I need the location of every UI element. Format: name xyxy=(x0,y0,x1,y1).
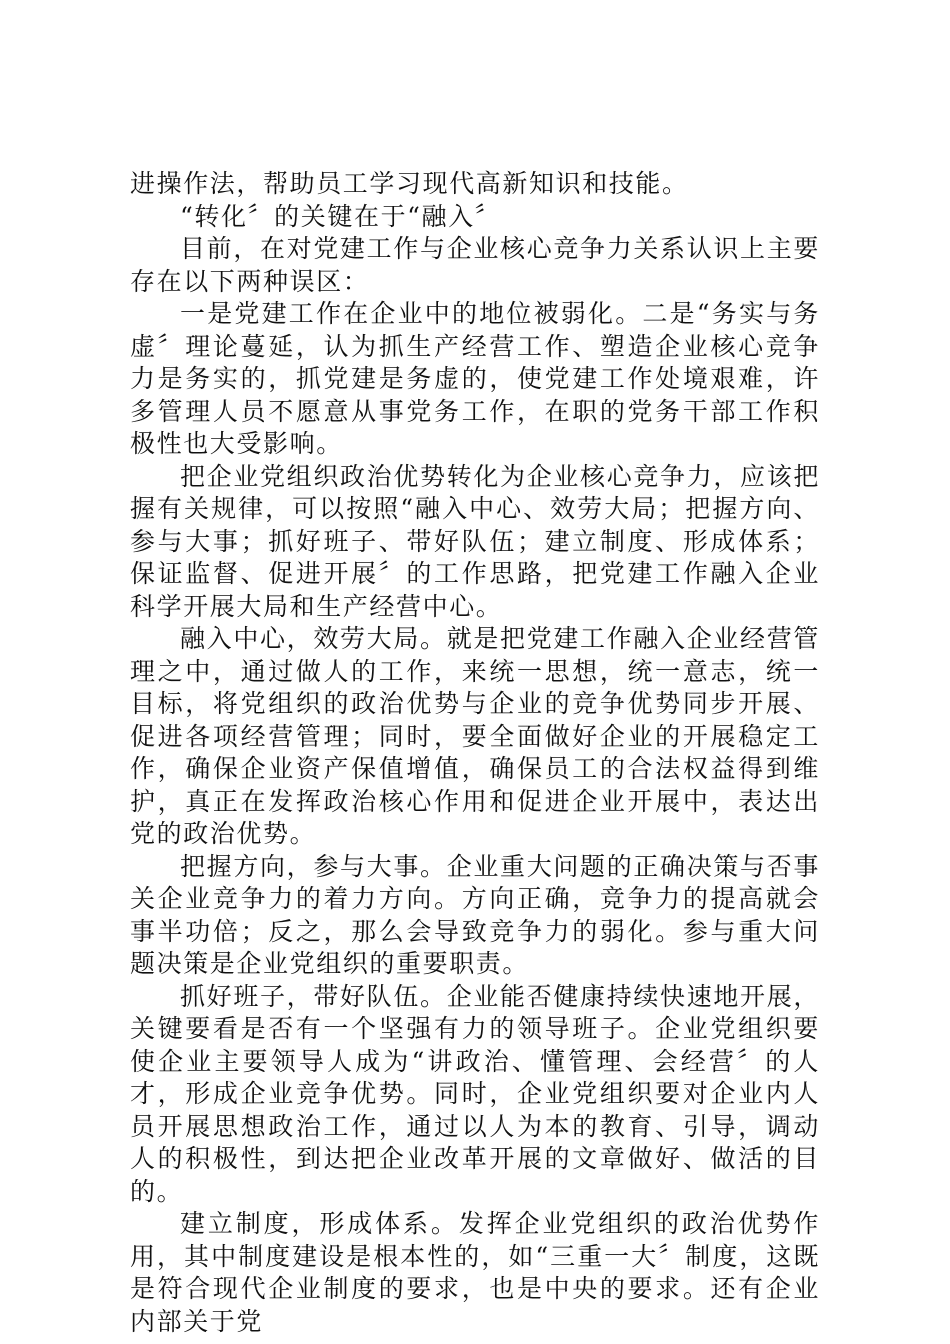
paragraph: 建立制度，形成体系。发挥企业党组织的政治优势作用，其中制度建设是根本性的，如“三重一大〞制度，这既是符合现代企业制度的要求，也是中央的要求。还有企业内部关于党 xyxy=(130,1209,820,1336)
paragraph: 融入中心，效劳大局。就是把党建工作融入企业经营管理之中，通过做人的工作，来统一思想，统一意志，统一目标，将党组织的政治优势与企业的竞争优势同步开展、促进各项经营管理；同时，要全面做好企业的开展稳定工作，确保企业资产保值增值，确保员工的合法权益得到维护，真正在发挥政治核心作用和促进企业开展中，表达出党的政治优势。 xyxy=(130,624,820,848)
paragraph-continuation: 进操作法，帮助员工学习现代高新知识和技能。 xyxy=(130,169,689,198)
paragraph: 一是党建工作在企业中的地位被弱化。二是“务实与务虚〞理论蔓延，认为抓生产经营工作、塑造企业核心竞争力是务实的，抓党建是务虚的，使党建工作处境艰难，许多管理人员不愿意从事党务工作，在职的党务干部工作积极性也大受影响。 xyxy=(130,299,820,458)
paragraph: 把握方向，参与大事。企业重大问题的正确决策与否事关企业竞争力的着力方向。方向正确，竞争力的提高就会事半功倍；反之，那么会导致竞争力的弱化。参与重大问题决策是企业党组织的重要职责。 xyxy=(130,851,820,978)
document-body xyxy=(130,168,820,1338)
paragraph: 抓好班子，带好队伍。企业能否健康持续快速地开展，关键要看是否有一个坚强有力的领导班子。企业党组织要使企业主要领导人成为“讲政治、懂管理、会经营〞的人才，形成企业竞争优势。同时，企业党组织要对企业内人员开展思想政治工作，通过以人为本的教育、引导，调动人的积极性，到达把企业改革开展的文章做好、做活的目的。 xyxy=(130,981,820,1206)
paragraph: 目前，在对党建工作与企业核心竞争力关系认识上主要存在以下两种误区： xyxy=(130,234,820,296)
paragraph: 把企业党组织政治优势转化为企业核心竞争力，应该把握有关规律，可以按照“融入中心、效劳大局；把握方向、参与大事；抓好班子、带好队伍；建立制度、形成体系；保证监督、促进开展〞的工作思路，把党建工作融入企业科学开展大局和生产经营中心。 xyxy=(130,461,820,621)
section-heading: “转化〞的关键在于“融入〞 xyxy=(180,201,502,231)
